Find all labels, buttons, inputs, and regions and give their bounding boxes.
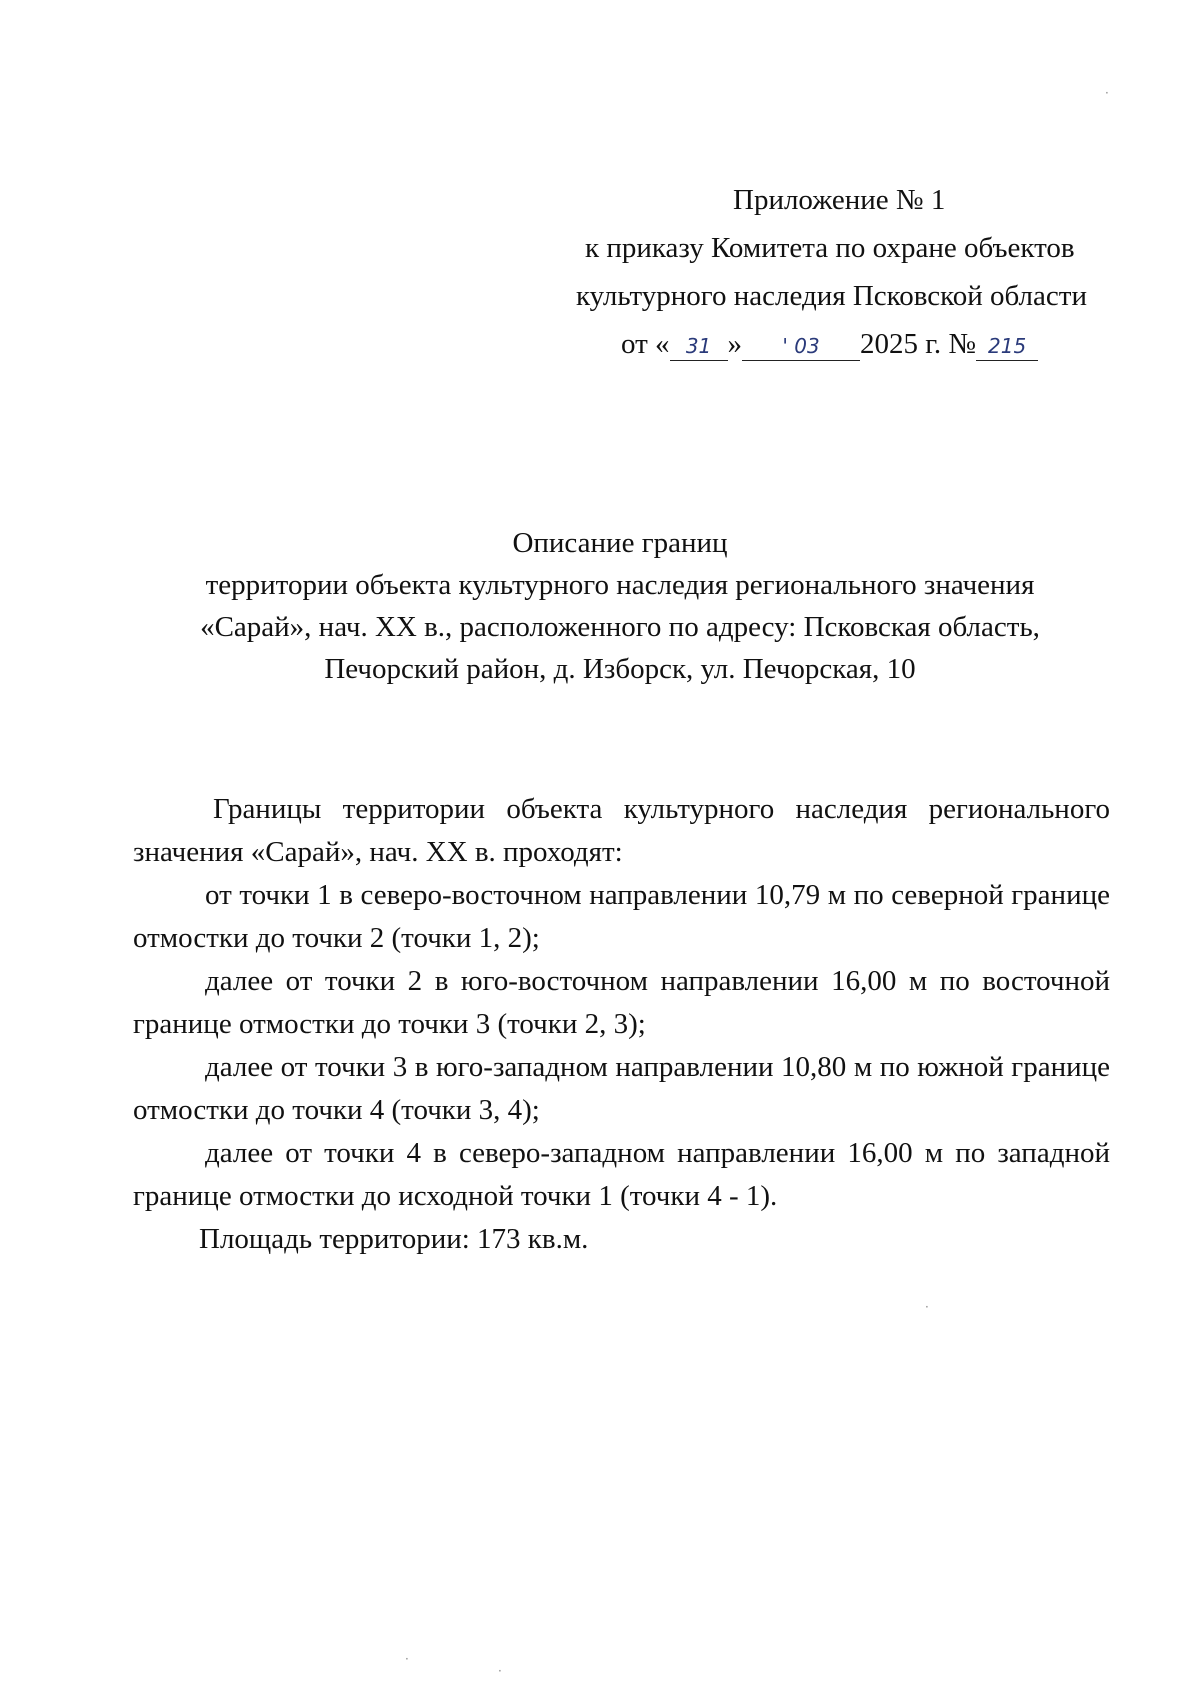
area-paragraph: Площадь территории: 173 кв.м. [199,1223,589,1255]
appendix-header [560,176,1120,368]
boundary-segment-1: от точки 1 в северо-восточном направлении 10,79 м по северной границе отмостки до точки 2 (точки 1, 2); [133,879,1110,954]
document-title [120,522,1120,690]
scan-speck: · [405,1652,409,1666]
date-year: 2025 г. № [860,328,977,360]
appendix-committee-name: культурного наследия Псковской области [576,280,1087,312]
title-line-3: «Сарай», нач. XX в., расположенного по адресу: Псковская область, [200,611,1040,643]
order-number-handwritten: 215 [976,332,1038,361]
title-line-1: Описание границ [512,527,728,559]
date-month-handwritten: ' 03 [742,332,860,361]
date-prefix: от « [621,328,670,360]
date-day-handwritten: 31 [670,332,728,361]
date-mid: » [727,328,743,360]
scan-speck: · [925,1300,929,1314]
scan-speck: · [1105,86,1109,100]
intro-paragraph: Границы территории объекта культурного наследия регионального значения «Сарай», нач. XX в. проходят: [133,793,1110,868]
title-line-2: территории объекта культурного наследия регионального значения [205,569,1035,601]
document-body [133,788,1110,1261]
appendix-date-line [560,320,1120,368]
title-line-4: Печорский район, д. Изборск, ул. Печорская, 10 [324,653,916,685]
appendix-title: Приложение № 1 [733,184,946,216]
boundary-segment-4: далее от точки 4 в северо-западном направлении 16,00 м по западной границе отмостки до исходной точки 1 (точки 4 - 1). [133,1137,1110,1212]
scan-speck: · [498,1664,502,1678]
appendix-order-reference: к приказу Комитета по охране объектов [585,232,1075,264]
boundary-segment-2: далее от точки 2 в юго-восточном направлении 16,00 м по восточной границе отмостки до точки 3 (точки 2, 3); [133,965,1110,1040]
boundary-segment-3: далее от точки 3 в юго-западном направлении 10,80 м по южной границе отмостки до точки 4 (точки 3, 4); [133,1051,1110,1126]
